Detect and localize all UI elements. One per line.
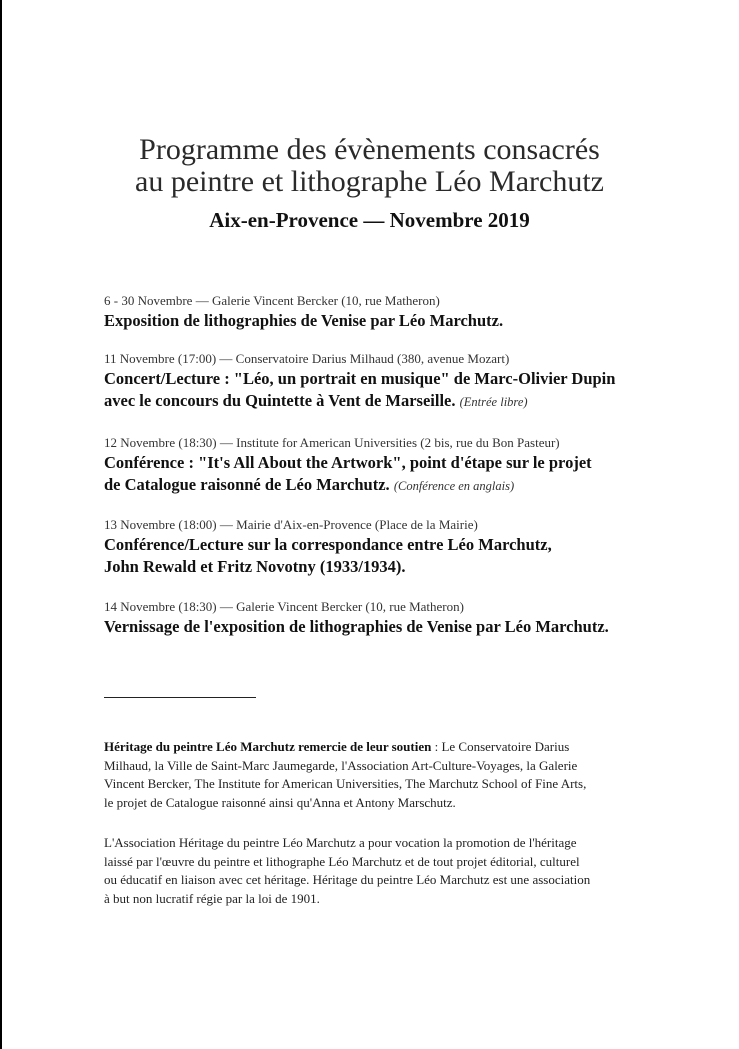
event-description-line: Conférence/Lecture sur la correspondance entre Léo Marchutz, bbox=[104, 535, 552, 554]
event-item bbox=[104, 598, 704, 638]
event-description-line: de Catalogue raisonné de Léo Marchutz. bbox=[104, 475, 390, 494]
association-line: L'Association Héritage du peintre Léo Marchutz a pour vocation la promotion de l'héritage bbox=[104, 835, 577, 850]
association-line: à but non lucratif régie par la loi de 1901. bbox=[104, 890, 320, 906]
title-line-1: Programme des évènements consacrés bbox=[139, 133, 600, 166]
acknowledgements-line: Milhaud, la Ville de Saint-Marc Jaumegarde, l'Association Art-Culture-Voyages, la Galerie bbox=[104, 757, 578, 773]
event-description-line: Exposition de lithographies de Venise par Léo Marchutz. bbox=[104, 311, 504, 330]
title-line-2: au peintre et lithographe Léo Marchutz bbox=[135, 165, 604, 198]
event-description-line: John Rewald et Fritz Novotny (1933/1934). bbox=[104, 557, 406, 576]
event-note: (Conférence en anglais) bbox=[393, 479, 515, 493]
event-item bbox=[104, 292, 704, 332]
association-line: ou éducatif en liaison avec cet héritage. Héritage du peintre Léo Marchutz est une association bbox=[104, 872, 591, 887]
acknowledgements-lead: Héritage du peintre Léo Marchutz remercie de leur soutien bbox=[104, 739, 432, 754]
event-description bbox=[104, 368, 704, 390]
acknowledgements-text: : Le Conservatoire Darius bbox=[431, 739, 570, 754]
event-description-line: avec le concours du Quintette à Vent de Marseille. bbox=[104, 391, 456, 410]
acknowledgements-line bbox=[104, 738, 644, 757]
acknowledgements-paragraph bbox=[104, 738, 644, 812]
event-date-venue: 11 Novembre (17:00) — Conservatoire Darius Milhaud (380, avenue Mozart) bbox=[104, 351, 510, 366]
event-description-line: Conférence : "It's All About the Artwork", point d'étape sur le projet bbox=[104, 453, 592, 472]
event-date-venue: 14 Novembre (18:30) — Galerie Vincent Bercker (10, rue Matheron) bbox=[104, 599, 464, 614]
event-description bbox=[104, 534, 704, 556]
event-date-venue: 12 Novembre (18:30) — Institute for American Universities (2 bis, rue du Bon Pasteur) bbox=[104, 435, 560, 450]
subtitle: Aix-en-Provence — Novembre 2019 bbox=[209, 208, 530, 232]
association-paragraph bbox=[104, 834, 644, 908]
event-item bbox=[104, 516, 704, 578]
association-line: laissé par l'œuvre du peintre et lithographe Léo Marchutz et de tout projet éditorial, culturel bbox=[104, 853, 580, 869]
event-item bbox=[104, 350, 704, 413]
section-divider bbox=[104, 697, 256, 698]
event-description bbox=[104, 390, 704, 413]
event-description-line: Vernissage de l'exposition de lithographies de Venise par Léo Marchutz. bbox=[104, 617, 609, 636]
event-description-line: Concert/Lecture : "Léo, un portrait en musique" de Marc-Olivier Dupin bbox=[104, 369, 616, 388]
event-date-venue: 13 Novembre (18:00) — Mairie d'Aix-en-Provence (Place de la Mairie) bbox=[104, 517, 478, 532]
event-item bbox=[104, 434, 704, 497]
event-note: (Entrée libre) bbox=[459, 395, 528, 409]
event-description bbox=[104, 556, 704, 578]
acknowledgements-line: le projet de Catalogue raisonné ainsi qu'Anna et Antony Marschutz. bbox=[104, 794, 456, 810]
event-description bbox=[104, 452, 704, 474]
event-description bbox=[104, 310, 704, 332]
event-description bbox=[104, 616, 704, 638]
event-description bbox=[104, 474, 704, 497]
acknowledgements-line: Vincent Bercker, The Institute for American Universities, The Marchutz School of Fine Arts, bbox=[104, 776, 587, 791]
event-date-venue: 6 - 30 Novembre — Galerie Vincent Bercker (10, rue Matheron) bbox=[104, 293, 440, 308]
